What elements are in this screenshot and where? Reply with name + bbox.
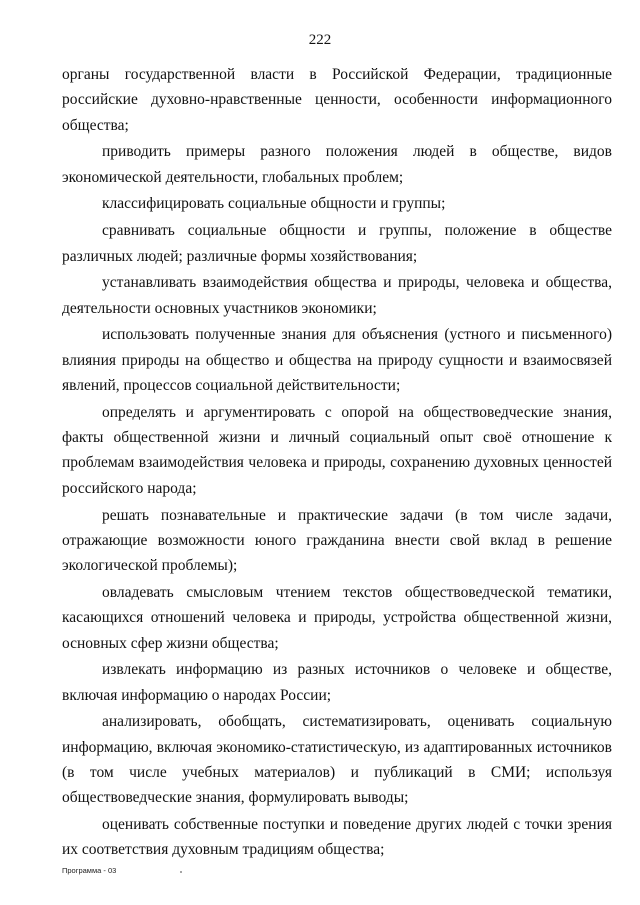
paragraph: определять и аргументировать с опорой на обществоведческие знания, факты общественной жизни и личный социальный опыт своё отношение к проблемам взаимодействия человека и природы, сохранению духовных ценностей российского народа; — [62, 403, 612, 497]
footer-label: Программа - 03 — [62, 866, 117, 875]
paragraph: приводить примеры разного положения людей в обществе, видов экономической деятельности, глобальных проблем; — [62, 143, 612, 186]
document-body — [62, 62, 612, 864]
paragraph: использовать полученные знания для объяснения (устного и письменного) влияния природы на общество и общества на природу сущности и взаимосвязей явлений, процессов социальной действительности; — [62, 326, 612, 395]
paragraph: классифицировать социальные общности и группы; — [102, 195, 446, 213]
paragraph: сравнивать социальные общности и группы, положение в обществе различных людей; различные формы хозяйствования; — [62, 222, 612, 265]
page-number: 222 — [308, 32, 332, 48]
paragraph: анализировать, обобщать, систематизировать, оценивать социальную информацию, включая экономико-статистическую, из адаптированных источников (в том числе учебных материалов) и публикаций в СМИ; используя обществоведческие знания, формулировать выводы; — [62, 713, 612, 807]
paragraph: устанавливать взаимодействия общества и природы, человека и общества, деятельности основных участников экономики; — [62, 274, 612, 317]
paragraph: решать познавательные и практические задачи (в том числе задачи, отражающие возможности юного гражданина внести свой вклад в решение экологической проблемы); — [62, 506, 612, 575]
paragraph: овладевать смысловым чтением текстов обществоведческой тематики, касающихся отношений человека и природы, устройства общественной жизни, основных сфер жизни общества; — [62, 583, 612, 652]
paragraph: оценивать собственные поступки и поведение других людей с точки зрения их соответствия духовным традициям общества; — [62, 816, 612, 859]
paragraph: извлекать информацию из разных источников о человеке и обществе, включая информацию о народах России; — [62, 661, 612, 704]
paragraph: органы государственной власти в Российской Федерации, традиционные российские духовно-нравственные ценности, особенности информационного общества; — [62, 66, 612, 134]
scan-speck — [180, 871, 182, 873]
